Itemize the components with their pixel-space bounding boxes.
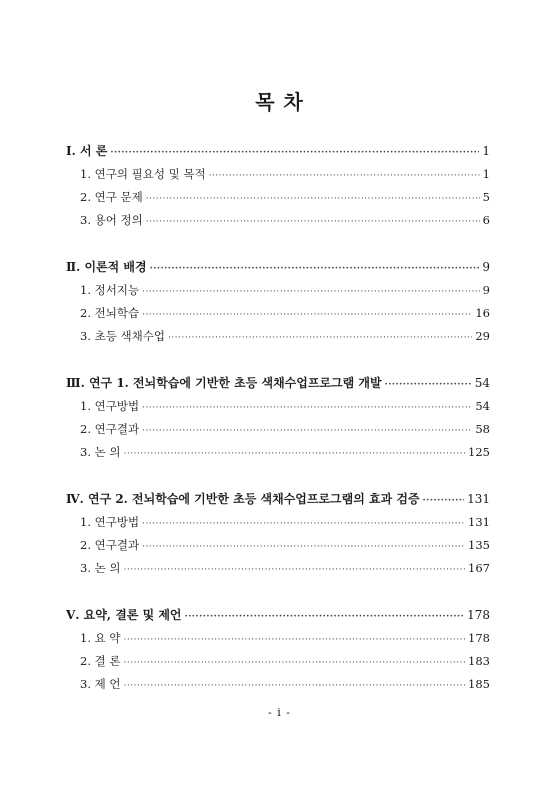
toc-item-row[interactable] [66,186,490,209]
toc-item-row[interactable] [66,441,490,464]
toc-section-2 [66,256,490,348]
dot-leader [124,559,466,582]
toc-section-4 [66,488,490,580]
toc-item-row[interactable] [66,627,490,650]
chapter-label: Ⅴ. 요약, 결론 및 제언 [66,608,182,622]
page-number: 178 [468,631,490,645]
dot-leader [385,374,472,397]
chapter-label: Ⅳ. 연구 2. 전뇌학습에 기반한 초등 색채수업프로그램의 효과 검증 [66,492,420,506]
page-number: 9 [482,283,490,297]
toc-item-row[interactable] [66,511,490,534]
page-number: 54 [475,399,490,413]
dot-leader [142,281,480,304]
dot-leader [142,304,472,327]
page-number: 183 [468,654,490,668]
dot-leader [423,490,465,513]
toc-item-row[interactable] [66,673,490,696]
page-number: 135 [468,538,490,552]
toc-section-3 [66,372,490,464]
page-title: 목 차 [255,90,304,114]
toc-chapter-row[interactable] [66,488,490,511]
toc-chapter-row[interactable] [66,372,490,395]
item-label: 1. 연구방법 [80,515,140,529]
page-number: 5 [482,190,490,204]
page-number: 125 [468,445,490,459]
page-footer: - i - [268,706,291,719]
toc-item-row[interactable] [66,163,490,186]
toc-item-row[interactable] [66,557,490,580]
toc-chapter-row[interactable] [66,604,490,627]
item-label: 3. 제 언 [80,677,121,691]
page-number: 185 [468,677,490,691]
item-label: 1. 정서지능 [80,283,140,297]
item-label: 2. 결 론 [80,654,121,668]
item-label: 3. 초등 색채수업 [80,329,165,343]
page-number: 1 [482,167,490,181]
dot-leader [146,188,480,211]
toc-item-row[interactable] [66,325,490,348]
page-number: 6 [482,213,490,227]
page-number: 16 [475,306,490,320]
chapter-label: Ⅱ. 이론적 배경 [66,260,147,274]
item-label: 2. 전뇌학습 [80,306,140,320]
toc-chapter-row[interactable] [66,140,490,163]
dot-leader [168,327,472,350]
item-label: 2. 연구 문제 [80,190,143,204]
dot-leader [124,675,466,698]
page-number: 54 [474,376,490,390]
item-label: 2. 연구결과 [80,422,140,436]
dot-leader [146,211,480,234]
dot-leader [124,652,466,675]
item-label: 3. 논 의 [80,445,121,459]
page-number: 131 [468,515,490,529]
page-number: 1 [482,144,490,158]
item-label: 1. 연구의 필요성 및 목적 [80,167,206,181]
chapter-label: Ⅰ. 서 론 [66,144,108,158]
page-number: 9 [482,260,490,274]
page-number: 131 [467,492,490,506]
dot-leader [142,420,472,443]
dot-leader [142,513,465,536]
toc-item-row[interactable] [66,418,490,441]
table-of-contents [66,140,490,720]
item-label: 1. 연구방법 [80,399,140,413]
toc-section-1 [66,140,490,232]
item-label: 3. 논 의 [80,561,121,575]
dot-leader [124,629,466,652]
toc-item-row[interactable] [66,209,490,232]
toc-section-5 [66,604,490,696]
item-label: 1. 요 약 [80,631,121,645]
dot-leader [209,165,480,188]
toc-item-row[interactable] [66,534,490,557]
item-label: 2. 연구결과 [80,538,140,552]
dot-leader [124,443,466,466]
chapter-label: Ⅲ. 연구 1. 전뇌학습에 기반한 초등 색채수업프로그램 개발 [66,376,382,390]
page-number: 58 [475,422,490,436]
dot-leader [185,606,465,629]
page-number: 29 [475,329,490,343]
toc-item-row[interactable] [66,279,490,302]
page-number: 167 [468,561,490,575]
toc-item-row[interactable] [66,395,490,418]
toc-item-row[interactable] [66,650,490,673]
dot-leader [142,536,465,559]
toc-chapter-row[interactable] [66,256,490,279]
toc-item-row[interactable] [66,302,490,325]
item-label: 3. 용어 정의 [80,213,143,227]
dot-leader [150,258,480,281]
page-number: 178 [467,608,490,622]
dot-leader [142,397,472,420]
dot-leader [110,142,479,165]
